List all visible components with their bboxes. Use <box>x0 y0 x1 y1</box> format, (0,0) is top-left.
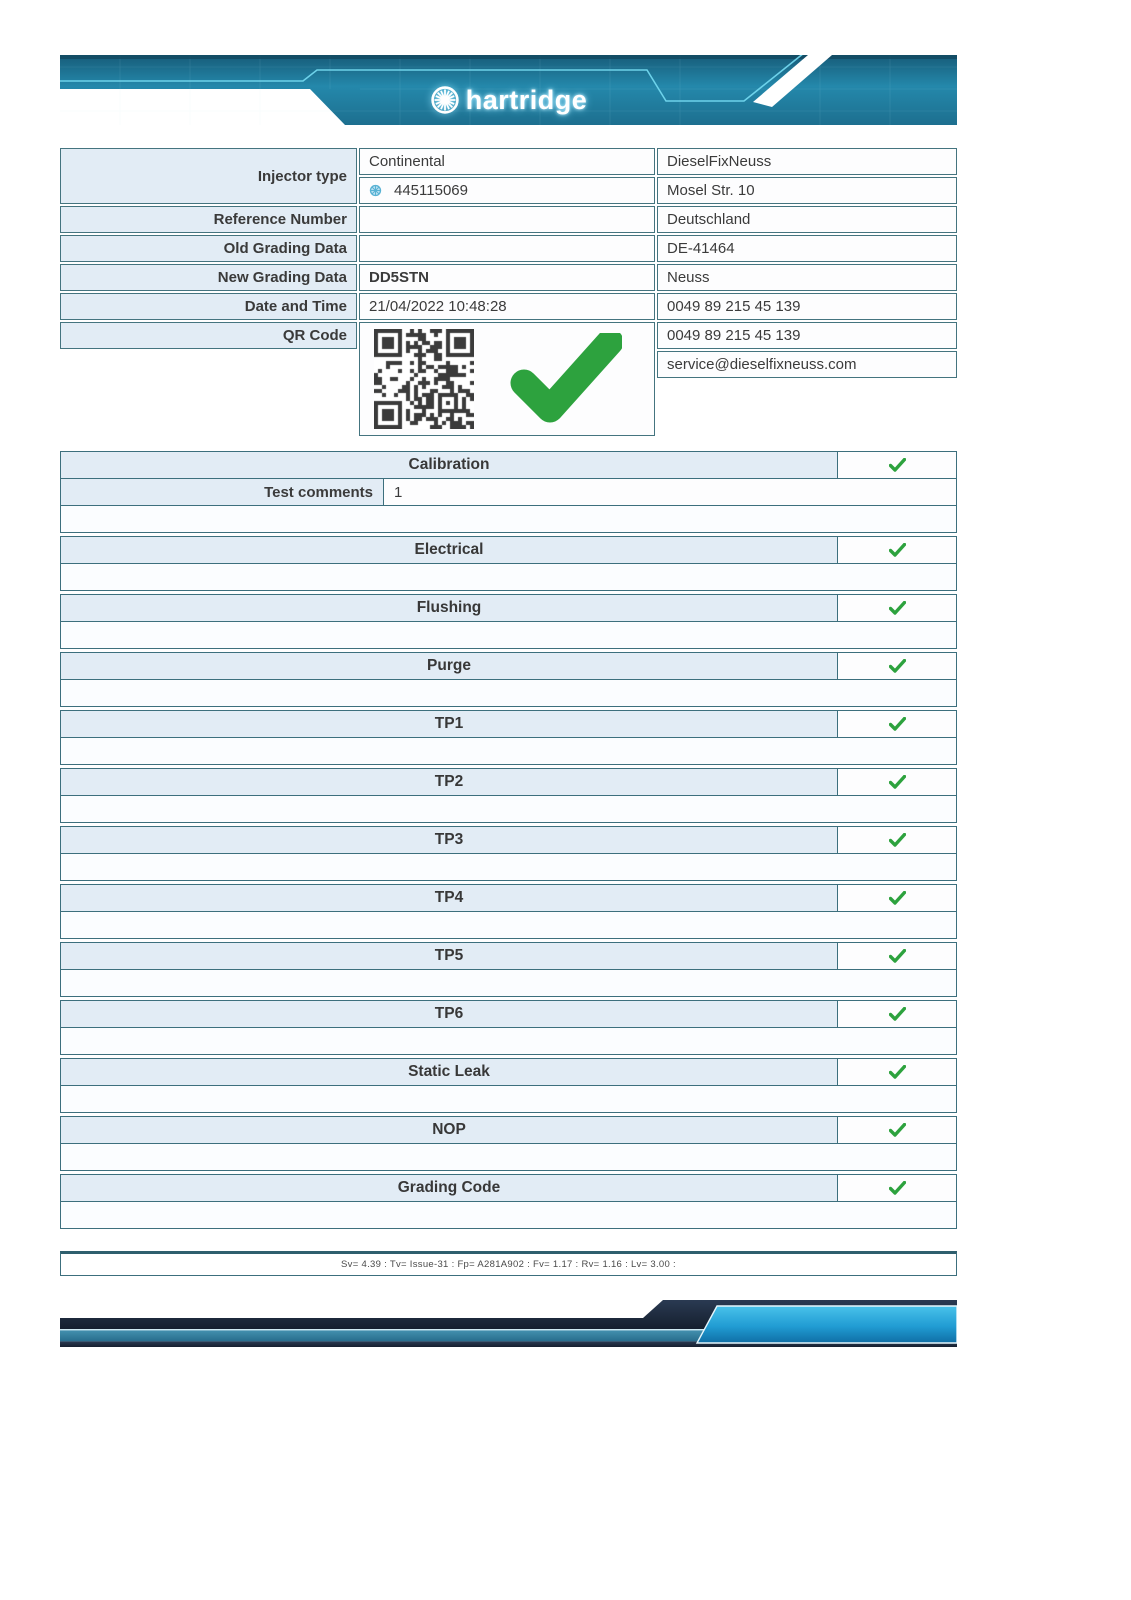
qr-code <box>374 329 474 429</box>
section-empty-row <box>61 1027 956 1054</box>
test-section-block <box>60 768 957 823</box>
test-section-block <box>60 710 957 765</box>
injector-wheel-icon <box>369 184 382 197</box>
test-section-block <box>60 1000 957 1055</box>
test-results-list <box>60 451 957 1232</box>
test-comments-value: 1 <box>384 479 956 505</box>
check-icon <box>889 458 906 472</box>
check-icon <box>889 659 906 673</box>
old-grading-label: Old Grading Data <box>60 235 357 262</box>
section-empty-row <box>61 969 956 996</box>
reference-number-value <box>359 206 655 233</box>
section-title: TP6 <box>61 1001 837 1027</box>
section-header-row <box>61 711 956 737</box>
check-icon <box>889 891 906 905</box>
version-info-bar <box>60 1251 957 1276</box>
section-status-cell <box>837 595 956 621</box>
section-title: Static Leak <box>61 1059 837 1085</box>
section-header-row <box>61 537 956 563</box>
section-header-row <box>61 1001 956 1027</box>
test-section-block <box>60 451 957 533</box>
section-title: TP3 <box>61 827 837 853</box>
check-icon <box>889 601 906 615</box>
qr-valid-check-icon <box>510 333 622 425</box>
section-empty-row <box>61 911 956 938</box>
section-status-cell <box>837 452 956 478</box>
section-empty-row <box>61 1085 956 1112</box>
new-grading-label: New Grading Data <box>60 264 357 291</box>
test-comments-row <box>61 478 956 505</box>
check-icon <box>889 1181 906 1195</box>
check-icon <box>889 833 906 847</box>
section-header-row <box>61 1117 956 1143</box>
section-status-cell <box>837 537 956 563</box>
section-header-row <box>61 1059 956 1085</box>
section-empty-row <box>61 563 956 590</box>
footer-blue-bar <box>697 1306 957 1343</box>
section-empty-row <box>61 505 956 532</box>
section-empty-row <box>61 679 956 706</box>
section-title: Purge <box>61 653 837 679</box>
section-header-row <box>61 595 956 621</box>
contact-phone2: 0049 89 215 45 139 <box>657 322 957 349</box>
section-empty-row <box>61 1201 956 1228</box>
injector-info-table <box>60 148 957 436</box>
section-empty-row <box>61 737 956 764</box>
contact-country: Deutschland <box>657 206 957 233</box>
manufacturer-value: Continental <box>359 148 655 175</box>
section-title: TP2 <box>61 769 837 795</box>
section-status-cell <box>837 1059 956 1085</box>
test-section-block <box>60 826 957 881</box>
date-time-value: 21/04/2022 10:48:28 <box>359 293 655 320</box>
section-empty-row <box>61 795 956 822</box>
old-grading-value <box>359 235 655 262</box>
contact-email: service@dieselfixneuss.com <box>657 351 957 378</box>
contact-phone1: 0049 89 215 45 139 <box>657 293 957 320</box>
section-header-row <box>61 943 956 969</box>
section-status-cell <box>837 1001 956 1027</box>
test-section-block <box>60 942 957 997</box>
part-number-cell <box>359 177 655 204</box>
section-status-cell <box>837 769 956 795</box>
section-header-row <box>61 653 956 679</box>
contact-city: Neuss <box>657 264 957 291</box>
test-section-block <box>60 594 957 649</box>
check-icon <box>889 1007 906 1021</box>
contact-postcode: DE-41464 <box>657 235 957 262</box>
section-title: NOP <box>61 1117 837 1143</box>
part-number-value: 445115069 <box>394 182 468 199</box>
check-icon <box>889 717 906 731</box>
test-section-block <box>60 1116 957 1171</box>
section-title: TP4 <box>61 885 837 911</box>
test-comments-label: Test comments <box>61 479 384 505</box>
section-title: Flushing <box>61 595 837 621</box>
section-title: TP5 <box>61 943 837 969</box>
section-header-row <box>61 827 956 853</box>
test-section-block <box>60 536 957 591</box>
section-header-row <box>61 769 956 795</box>
section-status-cell <box>837 1117 956 1143</box>
qr-code-label: QR Code <box>60 322 357 349</box>
test-section-block <box>60 884 957 939</box>
version-info-text: Sv= 4.39 : Tv= Issue-31 : Fp= A281A902 : Fv= 1.17 : Rv= 1.16 : Lv= 3.00 : <box>341 1259 676 1270</box>
check-icon <box>889 1065 906 1079</box>
section-status-cell <box>837 711 956 737</box>
section-status-cell <box>837 943 956 969</box>
section-status-cell <box>837 827 956 853</box>
section-title: Calibration <box>61 452 837 478</box>
section-status-cell <box>837 885 956 911</box>
brand-logo-text: hartridge <box>465 84 588 115</box>
check-icon <box>889 543 906 557</box>
section-title: Grading Code <box>61 1175 837 1201</box>
contact-street: Mosel Str. 10 <box>657 177 957 204</box>
section-status-cell <box>837 1175 956 1201</box>
check-icon <box>889 775 906 789</box>
test-section-block <box>60 1058 957 1113</box>
section-empty-row <box>61 1143 956 1170</box>
header-banner <box>60 55 957 125</box>
section-header-row <box>61 452 956 478</box>
contact-company: DieselFixNeuss <box>657 148 957 175</box>
section-header-row <box>61 885 956 911</box>
check-icon <box>889 1123 906 1137</box>
check-icon <box>889 949 906 963</box>
date-time-label: Date and Time <box>60 293 357 320</box>
footer-banner <box>60 1298 957 1350</box>
section-header-row <box>61 1175 956 1201</box>
section-empty-row <box>61 853 956 880</box>
qr-cell <box>359 322 655 436</box>
reference-number-label: Reference Number <box>60 206 357 233</box>
section-empty-row <box>61 621 956 648</box>
new-grading-value: DD5STN <box>359 264 655 291</box>
section-status-cell <box>837 653 956 679</box>
test-section-block <box>60 1174 957 1229</box>
test-section-block <box>60 652 957 707</box>
injector-type-label: Injector type <box>60 148 357 204</box>
section-title: Electrical <box>61 537 837 563</box>
section-title: TP1 <box>61 711 837 737</box>
